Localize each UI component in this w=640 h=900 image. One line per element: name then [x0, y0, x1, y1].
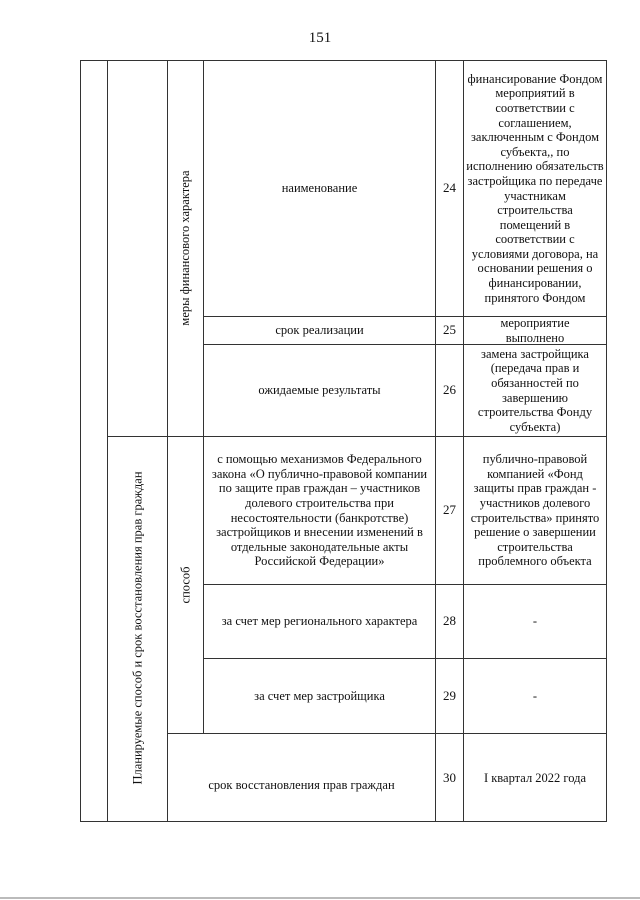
- row-30-label: срок восстановления прав граждан: [208, 777, 395, 792]
- row-26-number: 26: [443, 382, 456, 398]
- restoration-plan-label: Планируемые способ и срок восстановления прав граждан: [130, 471, 144, 785]
- table-border-left: [80, 60, 81, 822]
- row-25-number: 25: [443, 322, 456, 338]
- row-30-value: I квартал 2022 года: [483, 770, 587, 785]
- row-divider-29: [167, 733, 607, 734]
- row-24-value: финансирование Фондом мероприятий в соответствии с соглашением, заключенным с Фондом субъекта,, по исполнению обязательств застройщика по передаче участникам строительства помещений в соответствии с условиями договора, на основании решения о финансировании, принятого Фондом: [466, 71, 604, 305]
- row-27-label: с помощью механизмов Федерального закона «О публично-правовой компании по защите прав граждан – участников долевого строительства при несостоятельности (банкротстве) застройщиков и внесении изменений в отдельные законодательные акты Российской Федерации»: [211, 452, 428, 569]
- row-25-label: срок реализации: [275, 323, 364, 338]
- row-24-label: наименование: [281, 181, 358, 196]
- row-30-number: 30: [443, 769, 456, 785]
- row-25-value: мероприятие выполнено: [500, 315, 570, 345]
- table-border-right: [606, 60, 607, 822]
- table-border-bottom: [80, 821, 607, 822]
- page-number: 151: [308, 30, 332, 46]
- row-29-value: -: [532, 688, 538, 703]
- row-26-value: замена застройщика (передача прав и обязанностей по завершению строительства Фонду субъекта): [477, 346, 593, 434]
- row-28-label: за счет мер регионального характера: [221, 614, 418, 629]
- row-29-label: за счет мер застройщика: [254, 688, 385, 703]
- row-28-number: 28: [443, 613, 456, 629]
- method-label: способ: [178, 566, 192, 604]
- row-26-label: ожидаемые результаты: [258, 383, 381, 398]
- row-28-value: -: [532, 614, 538, 629]
- row-24-number: 24: [443, 180, 456, 196]
- row-27-value: публично-правовой компанией «Фонд защиты прав граждан - участников долевого строительства» принято решение о завершении строительства проблемного объекта: [470, 452, 600, 569]
- row-29-number: 29: [443, 687, 456, 703]
- scan-edge: [0, 897, 640, 899]
- row-27-number: 27: [443, 502, 456, 518]
- financial-measures-label: меры финансового характера: [177, 170, 192, 326]
